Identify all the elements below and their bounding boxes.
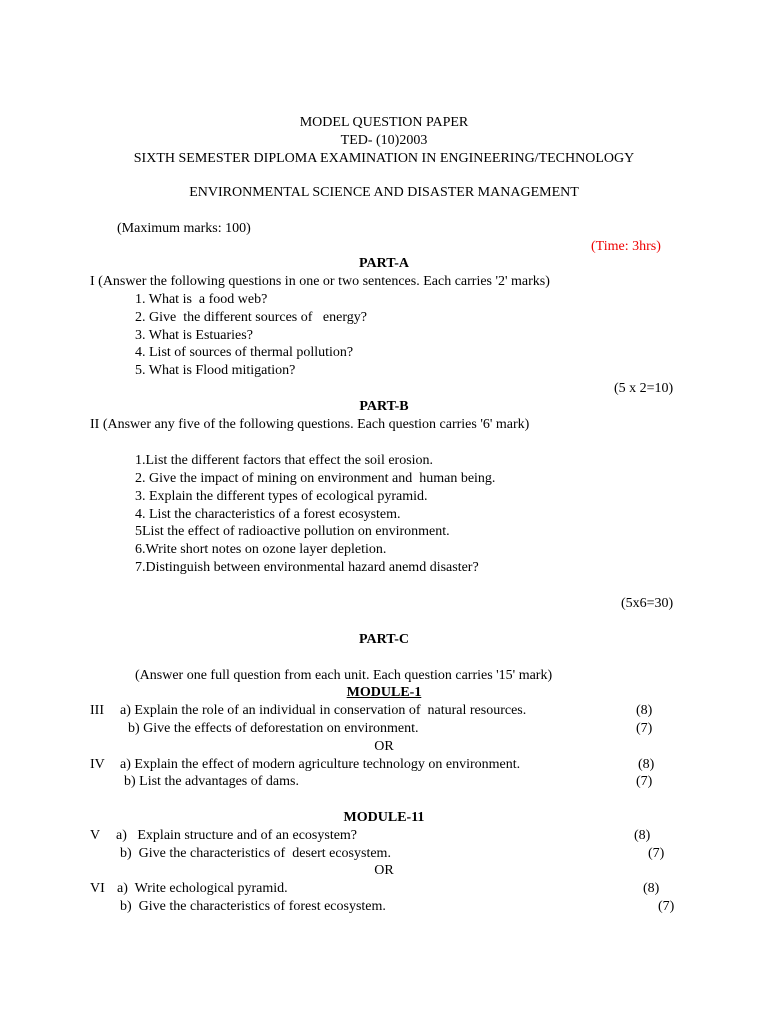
question-part: b) Give the characteristics of desert ecosystem. <box>120 846 391 861</box>
question-marks: (7) <box>648 846 665 861</box>
module-title: MODULE-1 <box>346 685 422 700</box>
question-part: a) Explain structure and of an ecosystem? <box>116 828 358 843</box>
question-marks: (8) <box>636 703 653 718</box>
question-marks: (8) <box>643 881 660 896</box>
part-a-question: 4. List of sources of thermal pollution? <box>135 345 354 360</box>
module-title: MODULE-11 <box>343 810 425 825</box>
question-marks: (7) <box>636 721 653 736</box>
part-b-heading: PART-B <box>359 399 409 414</box>
question-part: b) List the advantages of dams. <box>124 774 299 789</box>
part-b-question: 7.Distinguish between environmental hazard anemd disaster? <box>135 560 479 575</box>
question-part: a) Explain the effect of modern agriculture technology on environment. <box>120 757 521 772</box>
part-b-instruction: II (Answer any five of the following questions. Each question carries '6' mark) <box>90 417 530 432</box>
exam-name: SIXTH SEMESTER DIPLOMA EXAMINATION IN ENGINEERING/TECHNOLOGY <box>133 151 635 166</box>
question-number: V <box>90 828 101 843</box>
part-b-question: 6.Write short notes on ozone layer depletion. <box>135 542 387 557</box>
max-marks: (Maximum marks: 100) <box>117 221 251 236</box>
paper-title: MODEL QUESTION PAPER <box>299 115 469 130</box>
or-separator: OR <box>374 863 394 878</box>
question-number: VI <box>90 881 105 896</box>
question-part: a) Explain the role of an individual in conservation of natural resources. <box>120 703 527 718</box>
part-a-marks: (5 x 2=10) <box>614 381 674 396</box>
part-b-marks: (5x6=30) <box>621 596 674 611</box>
part-b-question: 4. List the characteristics of a forest ecosystem. <box>135 507 401 522</box>
or-separator: OR <box>374 739 394 754</box>
question-part: b) Give the effects of deforestation on environment. <box>128 721 419 736</box>
part-b-question: 5List the effect of radioactive pollution on environment. <box>135 524 450 539</box>
question-marks: (8) <box>638 757 655 772</box>
part-b-question: 2. Give the impact of mining on environment and human being. <box>135 471 496 486</box>
part-a-question: 2. Give the different sources of energy? <box>135 310 367 325</box>
paper-code: TED- (10)2003 <box>340 133 428 148</box>
part-a-question: 5. What is Flood mitigation? <box>135 363 296 378</box>
part-b-question: 3. Explain the different types of ecological pyramid. <box>135 489 428 504</box>
part-a-question: 3. What is Estuaries? <box>135 328 253 343</box>
question-part: a) Write echological pyramid. <box>117 881 288 896</box>
time-allowed: (Time: 3hrs) <box>591 239 661 254</box>
question-marks: (7) <box>636 774 653 789</box>
part-c-heading: PART-C <box>358 632 410 647</box>
question-marks: (8) <box>634 828 651 843</box>
part-c-instruction: (Answer one full question from each unit. Each question carries '15' mark) <box>135 668 553 683</box>
part-a-instruction: I (Answer the following questions in one or two sentences. Each carries '2' marks) <box>90 274 550 289</box>
question-number: IV <box>90 757 105 772</box>
question-number: III <box>90 703 104 718</box>
part-a-heading: PART-A <box>358 256 410 271</box>
question-marks: (7) <box>658 899 675 914</box>
subject-title: ENVIRONMENTAL SCIENCE AND DISASTER MANAGEMENT <box>189 185 579 200</box>
question-part: b) Give the characteristics of forest ecosystem. <box>120 899 386 914</box>
part-a-question: 1. What is a food web? <box>135 292 268 307</box>
part-b-question: 1.List the different factors that effect the soil erosion. <box>135 453 434 468</box>
